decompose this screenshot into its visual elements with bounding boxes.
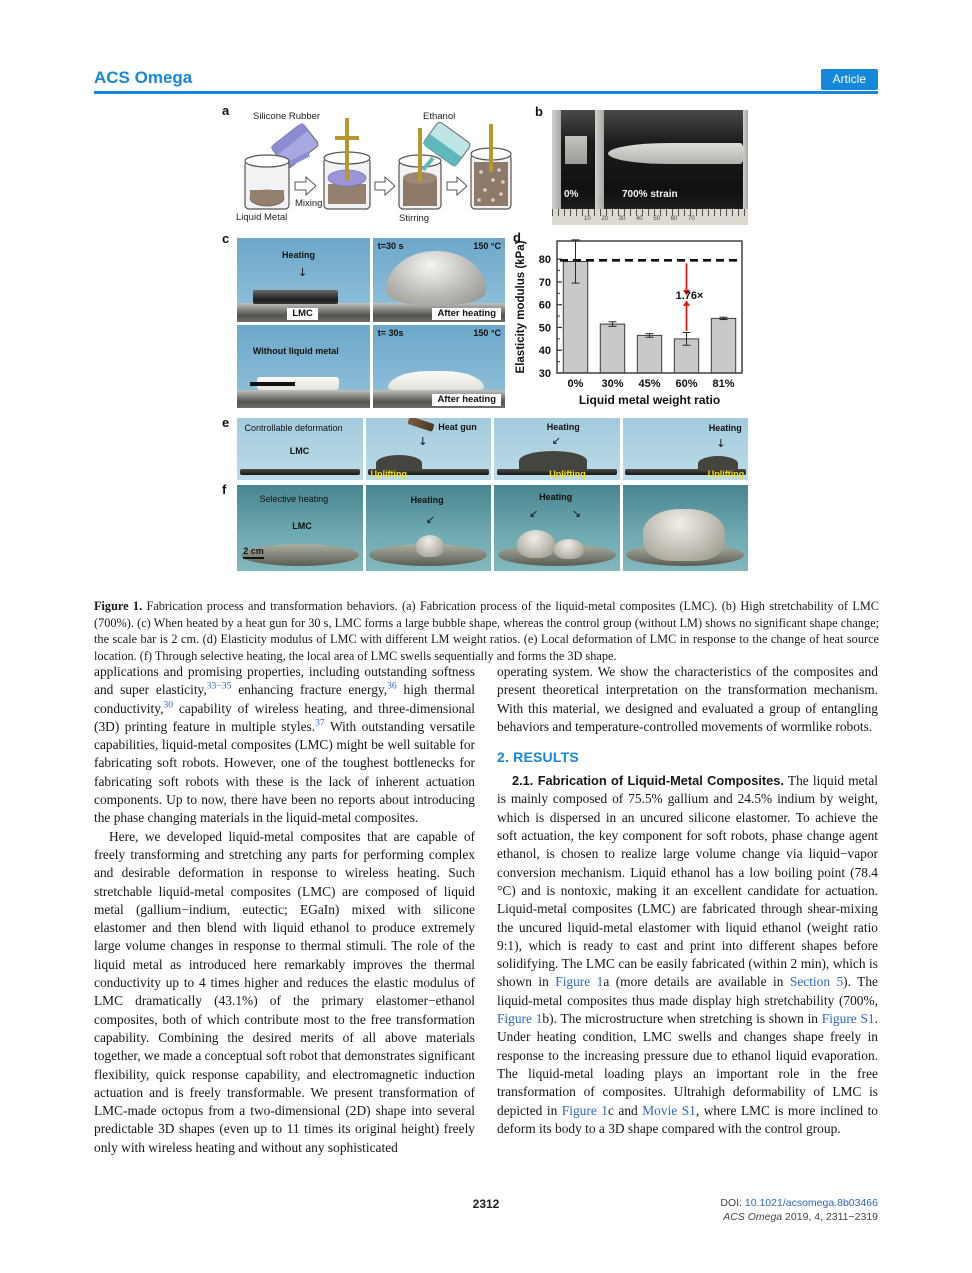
process-arrow — [447, 177, 467, 195]
control-annotation: Without liquid metal — [252, 346, 339, 357]
heating-label: Heating — [539, 491, 573, 502]
y-tick-label: 70 — [538, 276, 551, 289]
x-tick-label: 45% — [638, 378, 661, 390]
photo-heating-uplift-right — [623, 418, 749, 480]
photo-lmc-after — [373, 238, 506, 322]
footer-citation — [720, 1196, 878, 1224]
x-axis-label: Liquid metal weight ratio — [578, 393, 721, 407]
ratio-annotation: 1.76× — [675, 290, 704, 303]
y-tick-label: 80 — [538, 254, 551, 267]
doi-link[interactable]: 10.1021/acsomega.8b03466 — [744, 1197, 878, 1209]
uplifting-label: Uplifting — [707, 469, 745, 479]
uplifting-label: Uplifting — [549, 469, 586, 479]
text-run: c and — [607, 1102, 643, 1118]
text-run: Fabrication process and transformation behaviors. (a) Fabrication process of the liquid-metal composites (LMC). (b) High stretchability of LMC (700%). (c) When heated by a heat gun for 30 s, LMC forms a large bubble shape, whereas the control group (without LM) shows no significant shape change; the scale bar is 2 cm. (d) Elasticity modulus of LMC with different LM weight ratios. (e) Local deformation of LMC in response to the change of heat source location. (f) Through selective heating, the local area of LMC swells sequentially and forms the 3D shape. — [94, 599, 879, 663]
temp-label: 150 °C — [473, 241, 502, 252]
bar — [711, 318, 735, 373]
heating-label: Heating — [546, 421, 580, 432]
photo-control-before — [237, 325, 370, 409]
label-stirring: Stirring — [399, 213, 430, 224]
panel-e-photos — [237, 418, 748, 480]
panel-a-label: a — [222, 103, 230, 118]
uplift-hump — [519, 451, 587, 471]
right-column — [497, 663, 878, 1138]
heating-annotation: Heating — [282, 249, 316, 260]
heating-label: Heating — [708, 422, 742, 433]
paragraph — [94, 663, 475, 828]
reference-link[interactable]: Section 5 — [789, 974, 844, 990]
down-left-arrow-icon: ↙ — [425, 512, 435, 526]
page-number: 2312 — [472, 1197, 500, 1211]
down-arrow-icon: ↓ — [418, 435, 428, 449]
photo-final-shape — [623, 485, 749, 571]
citation-journal: ACS Omega — [723, 1211, 783, 1223]
lmc-sheet — [240, 469, 361, 475]
y-axis-label: Elasticity modulus (kPa) — [515, 240, 527, 374]
swell-blob — [643, 509, 725, 561]
x-tick-label: 60% — [675, 378, 698, 390]
platform — [237, 390, 370, 408]
heat-gun-label: Heat gun — [438, 421, 477, 432]
label-silicone-rubber: Silicone Rubber — [253, 111, 321, 122]
photo-flat-disc — [237, 485, 363, 571]
y-tick-label: 40 — [538, 345, 551, 358]
citation-rest: 2019, 4, 2311−2319 — [782, 1211, 878, 1223]
reference-link[interactable]: Figure 1 — [497, 1011, 543, 1027]
ruler-ticks — [552, 209, 748, 216]
time-label: t= 30s — [377, 327, 404, 338]
y-tick-label: 60 — [538, 299, 551, 312]
lmc-bubble — [386, 251, 487, 305]
text-run: Here, we developed liquid-metal composites that are capable of freely transforming and stretching any parts for performing complex and desirable deformation in response to wireless heating. Such stretchable liquid-metal composites (LMC) are composed of liquid metal (gallium−indium, eutectic; EGaIn) mixed with silicone elastomer and then blend with liquid ethanol to produce extremely large volume changes in response to thermal stimuli. The role of the liquid metal as introduced here remarkably improves the thermal conductivity up to 4 times higher and reduces the elastic modulus of LMC dramatically (43.1%) of the primary elastomer−ethanol composites, both of which contribute most to the free transformation capability. Combining the desired merits of all above materials together, we made a conceptual soft robot that demonstrates significant flexibility, quick response capability, and electromagnetic induction actuation and is freely transformable. We present transformation of LMC-made octopus from a two-dimensional (2D) shape into several predictable 3D shapes (even up to 11 times its original height) freely only with wireless heating and without any sophisticated — [94, 828, 475, 1155]
text-run: a (more details are available in — [603, 974, 790, 990]
text-run: With outstanding versatile capabilities, liquid-metal composites (LMC) might be well suitable for fabricating soft robots. However, one of the toughest bottlenecks for fabricating soft robots with these is the lack of inherent actuation components. Up to now, there have been no reports about introducing the phase changing materials in the liquid-metal composites. — [94, 718, 475, 826]
text-run: The liquid metal is mainly composed of 75.5% gallium and 24.5% indium by weight, which is dispersed in an uncured silicone elastomer. To achieve the soft actuation, the key component for soft robots, phase change agent ethanol, is chosen to realize large volume change via liquid−vapor conversion mechanism. Liquid ethanol has a low boiling point (78.4 °C) and is nontoxic, making it an excellent candidate for actuation. Liquid-metal composites (LMC) are fabricated through shear-mixing the uncured liquid-metal elastomer with liquid ethanol (weight ratio 9:1), which is ready to cast and print into different shapes before solidifying. The LMC can be easily fabricated (within 2 min), which is shown in — [497, 773, 879, 990]
figure-1 — [215, 103, 755, 577]
reference-link[interactable]: 30 — [163, 699, 174, 711]
beaker-liquid-metal — [245, 155, 289, 209]
paragraph — [497, 663, 878, 736]
ruler-numbers: 10 20 30 40 50 60 70 — [584, 216, 695, 222]
bold-lead: 2.1. Fabrication of Liquid-Metal Composites. — [512, 773, 784, 789]
after-heating-tag: After heating — [432, 394, 501, 406]
panel-b-label: b — [535, 104, 543, 119]
panel-f-label: f — [222, 482, 227, 497]
panel-e-label: e — [222, 415, 230, 430]
panel-a-diagram — [223, 106, 519, 227]
panel-f-photos — [237, 485, 748, 571]
doi-line — [720, 1196, 878, 1210]
x-tick-label: 30% — [601, 378, 624, 390]
clamp-stand — [595, 110, 604, 209]
text-run: b). The microstructure when stretching is shown in — [542, 1011, 822, 1027]
reference-link[interactable]: Movie S1 — [642, 1102, 696, 1118]
strain-0-label: 0% — [564, 189, 579, 200]
after-heating-tag: After heating — [432, 308, 501, 320]
paragraph — [497, 772, 878, 1138]
process-arrow — [295, 177, 316, 195]
control-dome — [388, 371, 483, 390]
swell-blob — [554, 539, 584, 559]
text-run: applications and promising properties, including outstanding softness and super elasticity, — [94, 664, 475, 698]
photo-two-swells — [494, 485, 620, 571]
uplifting-label: Uplifting — [370, 469, 408, 479]
beaker-final — [471, 124, 511, 209]
lmc-slab — [253, 290, 338, 304]
text-run: capability of wireless heating, and three-dimensional (3D) printing feature in multiple styles. — [94, 700, 475, 734]
y-tick-label: 30 — [538, 368, 551, 380]
fabrication-diagram — [223, 106, 519, 227]
reference-link[interactable]: 33−35 — [206, 680, 232, 692]
text-run: high thermal conductivity, — [94, 682, 475, 716]
panel-d-label: d — [513, 230, 521, 245]
x-tick-label: 0% — [567, 378, 584, 390]
label-mixing: Mixing — [295, 198, 323, 209]
reference-link[interactable]: Figure 1 — [555, 974, 604, 990]
photo-flat-lmc — [237, 418, 363, 480]
controllable-deformation-label: Controllable deformation — [244, 422, 343, 433]
header-rule — [94, 91, 878, 94]
figure-caption — [94, 598, 879, 664]
heating-label: Heating — [410, 495, 444, 506]
lmc-tag: LMC — [287, 308, 318, 320]
reference-link[interactable]: Figure S1 — [821, 1011, 875, 1027]
journal-title: ACS Omega — [94, 68, 193, 87]
text-run: ). The liquid-metal composites thus made display high stretchability (700%, — [497, 974, 878, 1008]
panel-b-photo — [552, 110, 748, 225]
citation-line — [720, 1210, 878, 1224]
down-arrow-icon: ↓ — [716, 436, 726, 450]
text-run: operating system. We show the characteristics of the composites and present theoretical interpretation on the transformation mechanism. With this material, we designed and evaluated a group of entangling behaviors and temperature-controlled movements of wormlike robots. — [497, 664, 878, 734]
left-column — [94, 663, 475, 1157]
process-arrow — [375, 177, 395, 195]
label-ethanol: Ethanol — [423, 111, 456, 122]
photo-heatgun-uplift — [366, 418, 492, 480]
down-left-arrow-icon: ↙ — [551, 434, 561, 448]
reference-link[interactable]: Figure 1 — [561, 1102, 608, 1118]
section-heading: 2. RESULTS — [497, 749, 579, 766]
lmc-tag: LMC — [289, 445, 310, 456]
photo-control-after — [373, 325, 506, 409]
text-run: , where LMC is more inclined to deform its body to a 3D shape compared with the control group. — [497, 1102, 879, 1136]
bar — [600, 324, 624, 373]
doi-label: DOI: — [720, 1197, 745, 1209]
text-run: enhancing fracture energy, — [231, 682, 388, 698]
reference-link[interactable]: 37 — [315, 717, 325, 729]
article-type-badge: Article — [821, 69, 878, 90]
panel-c-photos — [237, 238, 505, 408]
ruler — [552, 209, 748, 225]
swell-blob — [416, 535, 444, 557]
down-left-arrow-icon: ↙ — [529, 507, 539, 521]
bold-lead: Figure 1. — [94, 599, 143, 614]
swell-blob — [517, 530, 555, 558]
stretched-sample — [608, 143, 744, 164]
elasticity-modulus-chart — [511, 233, 751, 410]
temp-label: 150 °C — [473, 327, 502, 338]
down-arrow-icon: ↓ — [297, 266, 308, 280]
clamp-stand — [552, 110, 561, 209]
strain-700-label: 700% strain — [622, 189, 678, 200]
x-tick-label: 81% — [712, 378, 735, 390]
beaker-mixing — [324, 118, 370, 209]
paragraph — [94, 828, 475, 1157]
down-right-arrow-icon: ↘ — [571, 507, 582, 521]
photo-heating-uplift — [494, 418, 620, 480]
time-label: t=30 s — [377, 241, 404, 252]
lmc-tag: LMC — [292, 521, 312, 532]
panel-c-label: c — [222, 231, 230, 246]
text-run: . Under heating condition, LMC swells and changes shape freely in response to the increasing pressure due to ethanol liquid evaporation. The liquid-metal loading plays an important role in the free transformation of composites. Ultrahigh deformability of LMC is depicted in — [497, 1011, 878, 1118]
photo-one-swell — [366, 485, 492, 571]
scale-bar — [250, 382, 295, 386]
selective-heating-label: Selective heating — [259, 493, 329, 504]
y-tick-label: 50 — [538, 322, 551, 335]
heat-gun-icon — [408, 418, 435, 432]
photo-lmc-before — [237, 238, 370, 322]
bar — [637, 335, 661, 373]
scale-label: 2 cm — [243, 546, 264, 559]
unstretched-sample — [565, 136, 587, 164]
label-liquid-metal: Liquid Metal — [236, 212, 288, 223]
clamp-stand — [743, 110, 748, 209]
reference-link[interactable]: 36 — [387, 680, 397, 692]
